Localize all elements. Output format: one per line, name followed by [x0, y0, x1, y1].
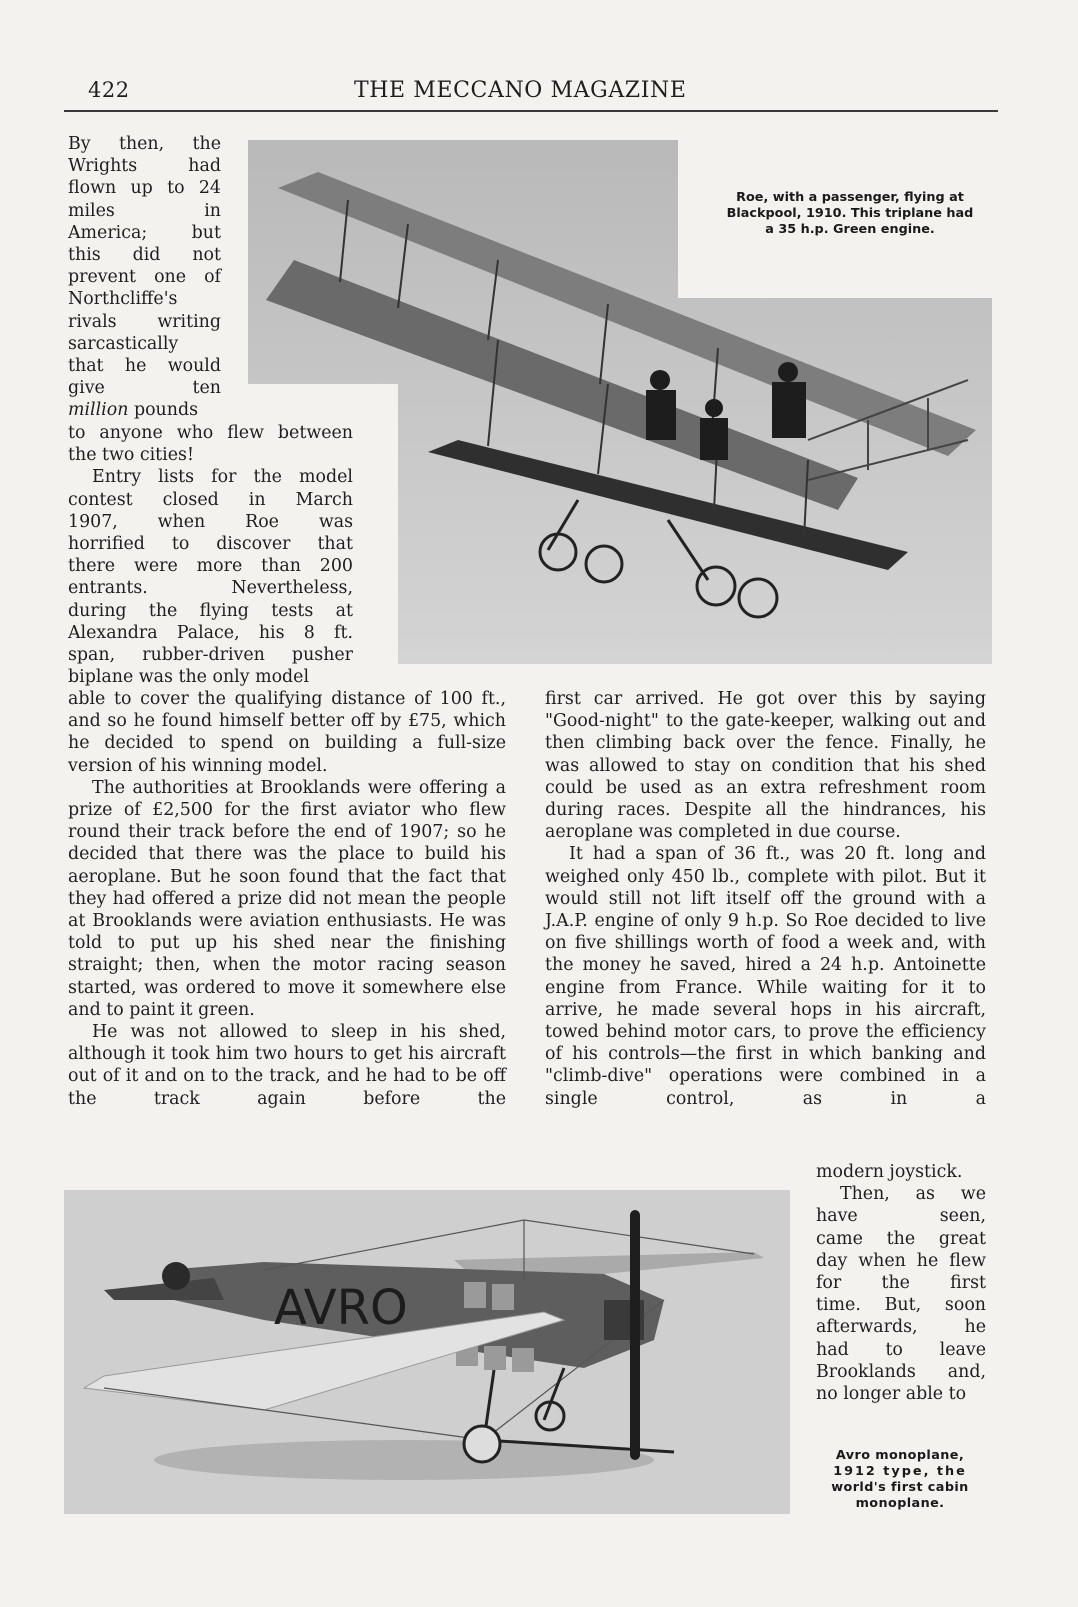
text-line: prevent one of — [68, 267, 221, 288]
text-line: have seen, — [816, 1206, 986, 1227]
text-line: no longer able to — [816, 1384, 967, 1405]
col1-medium-lines — [68, 422, 353, 688]
caption-line: monoplane. — [855, 1496, 945, 1511]
text-line: for the first — [816, 1273, 986, 1294]
text-line: biplane was the only model — [68, 667, 310, 688]
paragraph: able to cover the qualifying distance of 100 ft., and so he found himself better off by £75, which he decided to spend on building a full-size version of his winning model. — [68, 689, 506, 776]
header-rule — [64, 110, 998, 112]
text-line: By then, the — [68, 134, 221, 154]
col1-wrap-lines — [68, 133, 221, 422]
para-start: Entry lists for the model — [92, 467, 353, 488]
paragraph: The authorities at Brooklands were offering a prize of £2,500 for the first aviator who flew round their track before the end of 1907; so he decided that there was the place to build his aeroplane. But he soon found that the fact that they had offered a prize did not mean the people at Brooklands were aviation enthusiasts. He was told to put up his shed near the finishing straight; then, when the motor racing season started, was ordered to move it somewhere else and to paint it green. — [68, 777, 506, 1020]
caption-line: Avro monoplane, — [835, 1448, 965, 1463]
text-line: the two cities! — [68, 445, 194, 466]
col2-narrow-lines — [816, 1161, 986, 1405]
million-rest: pounds — [128, 400, 199, 421]
text-line: afterwards, he — [816, 1317, 986, 1338]
text-line — [68, 466, 353, 488]
caption-line: Blackpool, 1910. This triplane had — [726, 206, 974, 221]
text-line: this did not — [68, 245, 221, 266]
text-line: Alexandra Palace, his 8 ft. — [68, 622, 353, 643]
caption-line: a 35 h.p. Green engine. — [765, 222, 935, 237]
text-line: 1907, when Roe was — [68, 511, 353, 532]
text-line: came the great — [816, 1228, 986, 1249]
text-line: miles in — [68, 200, 221, 221]
monoplane-photo — [64, 1190, 790, 1514]
text-line: sarcastically — [68, 333, 179, 354]
avro-lettering: AVRO — [274, 1280, 408, 1336]
text-line: time. But, soon — [816, 1295, 986, 1316]
text-line: day when he flew — [816, 1250, 986, 1271]
text-line: rivals writing — [68, 311, 221, 332]
paragraph: It had a span of 36 ft., was 20 ft. long and weighed only 450 lb., complete with pilot. But it would still not lift itself off the ground with a J.A.P. engine of only 9 h.p. So Roe decided to live on five shillings worth of food a week and, with the money he saved, hired a 24 h.p. Antoinette engine from France. While waiting for it to arrive, he made several hops in his aircraft, towed behind motor cars, to prove the efficiency of his controls—the first in which banking and "climb-dive" operations were combined in a single control, as in a — [545, 844, 986, 1109]
caption-line: world's first cabin — [831, 1480, 969, 1495]
text-line: America; but — [68, 222, 221, 243]
paragraph: He was not allowed to sleep in his shed, although it took him two hours to get his aircraft out of it and on to the track, and he had to be off the track again before the — [68, 1022, 506, 1109]
text-line: to anyone who flew between — [68, 423, 353, 443]
caption-line: Roe, with a passenger, flying at — [736, 190, 964, 205]
text-line: Then, as we — [840, 1184, 986, 1205]
caption-line: 1912 type, the — [833, 1464, 967, 1479]
text-line: that he would — [68, 356, 221, 377]
page-number: 422 — [88, 78, 130, 102]
text-line: had to leave — [816, 1339, 986, 1360]
top-photo-caption — [704, 190, 996, 238]
text-line: Brooklands and, — [816, 1361, 986, 1382]
magazine-title: THE MECCANO MAGAZINE — [354, 78, 687, 103]
text-line: modern joystick. — [816, 1162, 963, 1182]
text-line: horrified to discover that — [68, 534, 353, 555]
text-line: Northcliffe's — [68, 289, 178, 310]
text-line: entrants. Nevertheless, — [68, 578, 353, 599]
text-line: during the flying tests at — [68, 600, 353, 621]
million-word: million — [68, 400, 129, 421]
paragraph: first car arrived. He got over this by saying "Good-night" to the gate-keeper, walking out and then climbing back over the fence. Finally, he was allowed to stay on condition that his shed could be used as an extra refreshment room during races. Despite all the hindrances, his aeroplane was completed in due course. — [545, 689, 986, 843]
text-line: Wrights had — [68, 156, 221, 177]
text-line: span, rubber-driven pusher — [68, 645, 353, 666]
text-line: give ten — [68, 378, 221, 399]
text-line: contest closed in March — [68, 489, 353, 510]
monoplane-illustration — [64, 1190, 790, 1514]
text-line: flown up to 24 — [68, 178, 221, 199]
text-line-million — [68, 399, 221, 421]
bottom-photo-caption — [810, 1448, 990, 1512]
col1-body — [68, 688, 506, 1110]
text-line: there were more than 200 — [68, 556, 353, 577]
col2-body — [545, 688, 986, 1110]
